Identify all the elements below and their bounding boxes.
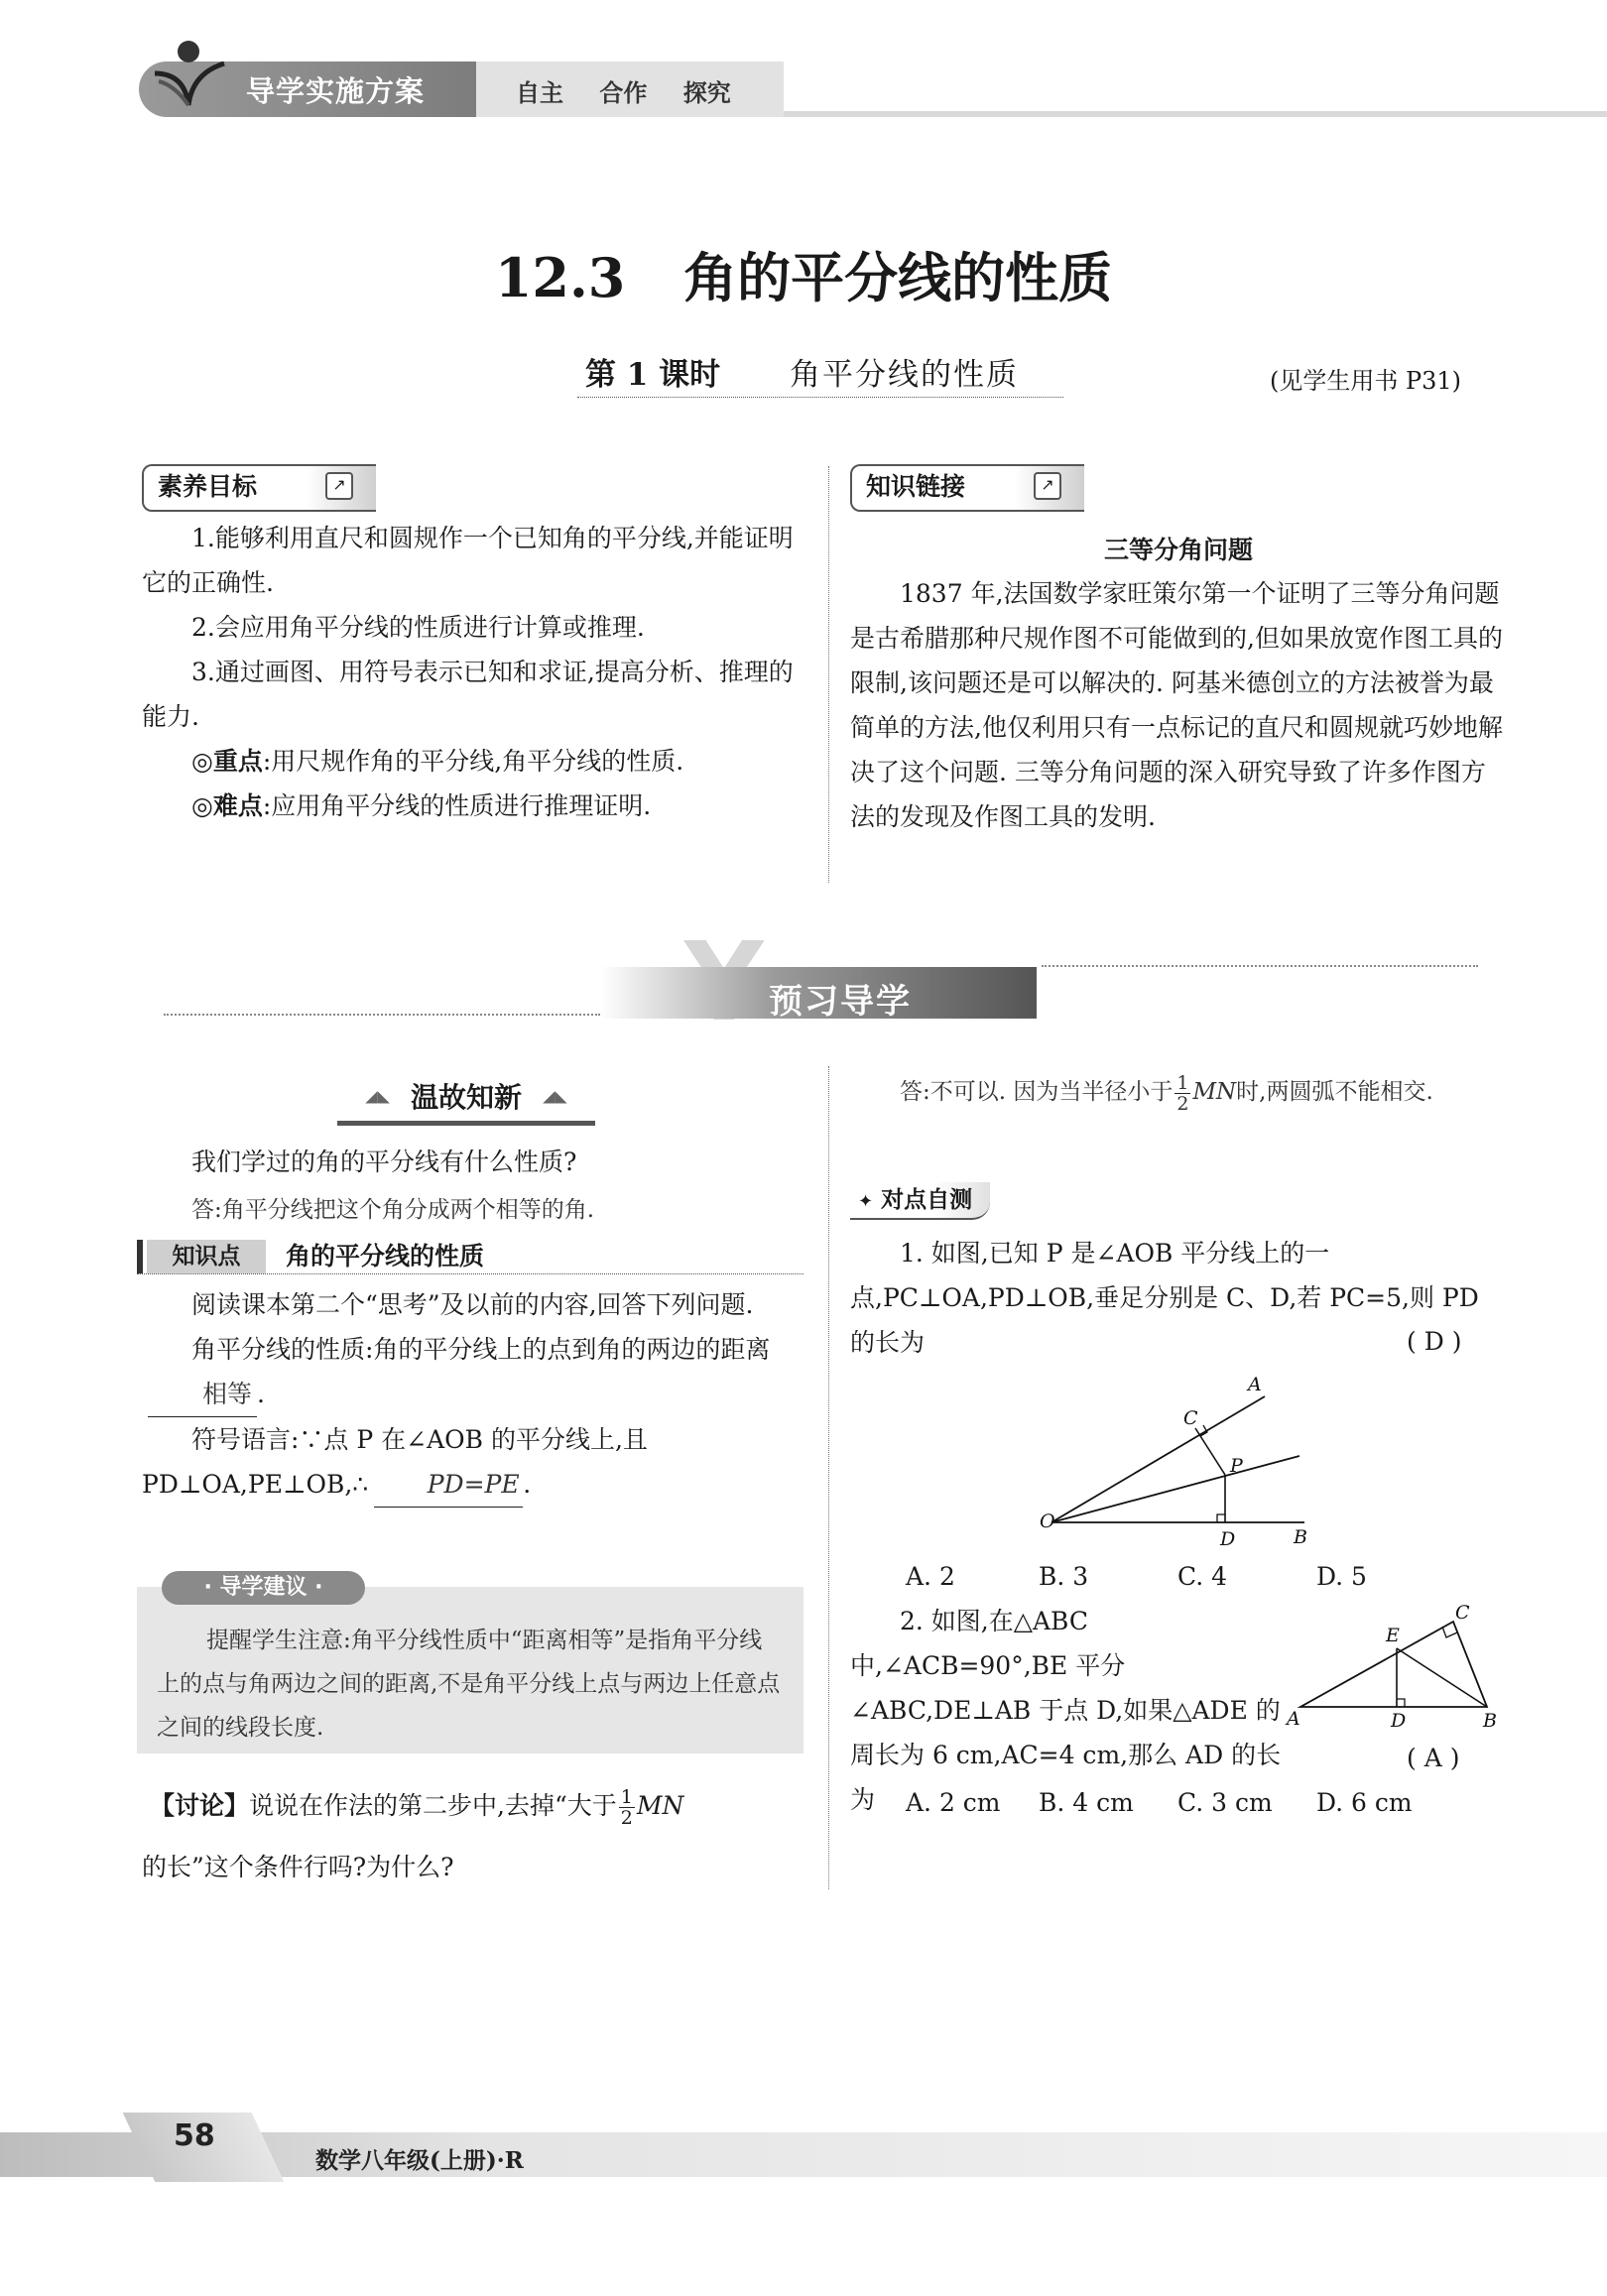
logo-icon bbox=[145, 34, 234, 117]
symbol-text: 符号语言:∵点 P 在∠AOB 的平分线上,且 PD⊥OA,PE⊥OB,∴ bbox=[142, 1425, 648, 1499]
header-tags bbox=[516, 73, 731, 108]
property-text: 角平分线的性质:角的平分线上的点到角的两边的距离 bbox=[191, 1335, 771, 1364]
symbol-line: 符号语言:∵点 P 在∠AOB 的平分线上,且 PD⊥OA,PE⊥OB,∴ PD=PE . bbox=[142, 1417, 799, 1508]
q1-right-angle-d bbox=[1217, 1514, 1225, 1522]
q1-label-c: C bbox=[1183, 1407, 1198, 1429]
q2-option-a[interactable]: A. 2 cm bbox=[906, 1788, 1001, 1817]
q1-option-c[interactable]: C. 4 bbox=[1177, 1562, 1228, 1591]
q2-right-angle-d bbox=[1397, 1699, 1405, 1707]
section-title bbox=[0, 236, 1607, 312]
q1-label-d: D bbox=[1220, 1528, 1236, 1550]
review-underline bbox=[337, 1121, 595, 1126]
preview-left bbox=[142, 1139, 799, 1234]
tag-1: 自主 bbox=[516, 79, 563, 107]
knowledge-text: 1837 年,法国数学家旺策尔第一个证明了三等分角问题是古希腊那种尺规作图不可能做到的,但如果放宽作图工具的限制,该问题还是可以解决的. 阿基米德创立的方法被誉为最简单的方法,他仅利用只有一点标记的直尺和圆规就巧妙地解决了这个问题. 三等分角问题的深入研究导致了许多作图方法的发现及作图工具的发明. bbox=[850, 579, 1503, 831]
diff-text: :应用角平分线的性质进行推理证明. bbox=[262, 791, 652, 820]
key-point bbox=[142, 739, 799, 784]
tag-3: 探究 bbox=[682, 79, 731, 107]
symbol-blank: PD=PE bbox=[374, 1462, 523, 1508]
discuss-answer-text: 答:不可以. 因为当半径小于 bbox=[900, 1079, 1174, 1105]
knowledge-heading: 三等分角问题 bbox=[1103, 536, 1253, 564]
q1-figure bbox=[1022, 1369, 1319, 1571]
preview-left-2 bbox=[142, 1282, 799, 1508]
discussion-answer bbox=[850, 1061, 1507, 1123]
q1-ray-op bbox=[1051, 1456, 1299, 1522]
answer-mn: MN bbox=[1192, 1079, 1237, 1105]
goals-body bbox=[142, 516, 799, 828]
preview-rule-right bbox=[1042, 965, 1478, 967]
header-title: 导学实施方案 bbox=[246, 74, 426, 108]
selftest-title: 对点自测 bbox=[881, 1187, 973, 1213]
review-title: 温故知新 bbox=[410, 1081, 522, 1114]
q1-option-b[interactable]: B. 3 bbox=[1039, 1562, 1089, 1591]
frac-den: 2 bbox=[620, 1807, 633, 1829]
answer-frac-den: 2 bbox=[1176, 1092, 1189, 1115]
key-text: :用尺规作角的平分线,角平分线的性质. bbox=[262, 747, 684, 776]
preview-title: 预习导学 bbox=[769, 982, 912, 1022]
column-divider-bottom bbox=[828, 1066, 829, 1889]
q2-seg-be bbox=[1397, 1648, 1487, 1707]
goals-arrow-icon: ↗ bbox=[325, 472, 353, 500]
header-rule bbox=[784, 111, 1607, 117]
discuss-answer-text-2: 时,两圆弧不能相交. bbox=[1236, 1079, 1433, 1105]
selftest-tab bbox=[850, 1182, 990, 1220]
discuss-mn: MN bbox=[636, 1791, 684, 1820]
q1-option-d[interactable]: D. 5 bbox=[1316, 1562, 1367, 1591]
goal-1: 1.能够利用直尺和圆规作一个已知角的平分线,并能证明它的正确性. bbox=[142, 524, 794, 597]
lesson-period: 第 1 课时 bbox=[585, 357, 721, 393]
q2-label-c: C bbox=[1455, 1602, 1470, 1624]
property-blank: 相等 bbox=[148, 1372, 257, 1417]
lesson-line bbox=[585, 349, 1019, 394]
section-name: 角的平分线的性质 bbox=[683, 246, 1113, 309]
property-line: 角平分线的性质:角的平分线上的点到角的两边的距离相等 . bbox=[142, 1327, 799, 1417]
knowledge-body bbox=[850, 571, 1507, 839]
q2-option-b[interactable]: B. 4 cm bbox=[1039, 1788, 1134, 1817]
discuss-text-2: 的长”这个条件行吗?为什么? bbox=[142, 1853, 454, 1881]
review-question: 我们学过的角的平分线有什么性质? bbox=[191, 1148, 577, 1176]
knowledge-arrow-icon: ↗ bbox=[1034, 472, 1061, 500]
q2-label-a: A bbox=[1287, 1708, 1300, 1730]
discuss-text: 说说在作法的第二步中,去掉“大于 bbox=[249, 1791, 617, 1820]
kp-label: 知识点 bbox=[147, 1240, 266, 1273]
preview-rule-left bbox=[164, 1014, 600, 1016]
difficult-point bbox=[142, 784, 799, 828]
q1-answer: ( D ) bbox=[1407, 1327, 1462, 1356]
section-number: 12.3 bbox=[494, 246, 626, 309]
goal-3: 3.通过画图、用符号表示已知和求证,提高分析、推理的能力. bbox=[142, 658, 794, 731]
q2-answer: ( A ) bbox=[1407, 1744, 1460, 1772]
lesson-ref: (见学生用书 P31) bbox=[1270, 367, 1462, 395]
footer-book: 数学八年级(上册)·R bbox=[315, 2147, 524, 2174]
page-number: 58 bbox=[174, 2118, 215, 2153]
knowledge-tab: 知识链接 bbox=[850, 464, 1084, 512]
q2-option-c[interactable]: C. 3 cm bbox=[1177, 1788, 1273, 1817]
q1-label-p: P bbox=[1230, 1455, 1243, 1477]
q1-seg-pc bbox=[1195, 1428, 1225, 1475]
q1-option-a[interactable]: A. 2 bbox=[906, 1562, 955, 1591]
frac-num: 1 bbox=[620, 1786, 633, 1808]
column-divider-top bbox=[828, 466, 829, 883]
discussion bbox=[142, 1775, 799, 1898]
discuss-label: 【讨论】 bbox=[150, 1791, 250, 1820]
q1-text: 1. 如图,已知 P 是∠AOB 平分线上的一点,PC⊥OA,PD⊥OB,垂足分别是 C、D,若 PC=5,则 PD 的长为 bbox=[850, 1239, 1479, 1357]
review-answer: 答:角平分线把这个角分成两个相等的角. bbox=[191, 1197, 595, 1223]
selftest-star-icon: ✦ bbox=[858, 1191, 874, 1212]
kp-title: 角的平分线的性质 bbox=[286, 1242, 485, 1270]
answer-fraction bbox=[1174, 1073, 1190, 1114]
q1-label-a: A bbox=[1248, 1374, 1262, 1395]
tag-2: 合作 bbox=[599, 79, 648, 107]
goals-tab: 素养目标 bbox=[142, 464, 376, 512]
advice-body bbox=[157, 1619, 784, 1750]
kp-bar bbox=[137, 1240, 804, 1273]
q2-option-d[interactable]: D. 6 cm bbox=[1316, 1788, 1413, 1817]
q2-text: 2. 如图,在△ABC 中,∠ACB=90°,BE 平分∠ABC,DE⊥AB 于点 D,如果△ADE 的周长为 6 cm,AC=4 cm,那么 AD 的长为 bbox=[850, 1607, 1282, 1814]
q2-figure bbox=[1285, 1602, 1508, 1735]
read-instruction: 阅读课本第二个“思考”及以前的内容,回答下列问题. bbox=[191, 1290, 754, 1319]
diff-label: ◎难点 bbox=[191, 791, 263, 820]
q2-label-d: D bbox=[1391, 1710, 1407, 1731]
advice-text: 提醒学生注意:角平分线性质中“距离相等”是指角平分线上的点与角两边之间的距离,不是角平分线上点与两边上任意点之间的线段长度. bbox=[157, 1628, 781, 1741]
review-heading-box: ◢◣ 温故知新 ◢◣ bbox=[365, 1081, 567, 1114]
q1-label-o: O bbox=[1040, 1511, 1055, 1532]
key-label: ◎重点 bbox=[191, 747, 263, 776]
lesson-name: 角平分线的性质 bbox=[790, 357, 1020, 393]
goal-2: 2.会应用角平分线的性质进行计算或推理. bbox=[191, 613, 645, 642]
q2-label-e: E bbox=[1386, 1625, 1400, 1646]
q1-label-b: B bbox=[1294, 1526, 1307, 1548]
answer-frac-num: 1 bbox=[1176, 1071, 1189, 1094]
discuss-fraction bbox=[619, 1787, 635, 1828]
lesson-underline bbox=[577, 397, 1063, 398]
q2-label-b: B bbox=[1483, 1710, 1497, 1731]
advice-tab: · 导学建议 · bbox=[162, 1571, 365, 1605]
